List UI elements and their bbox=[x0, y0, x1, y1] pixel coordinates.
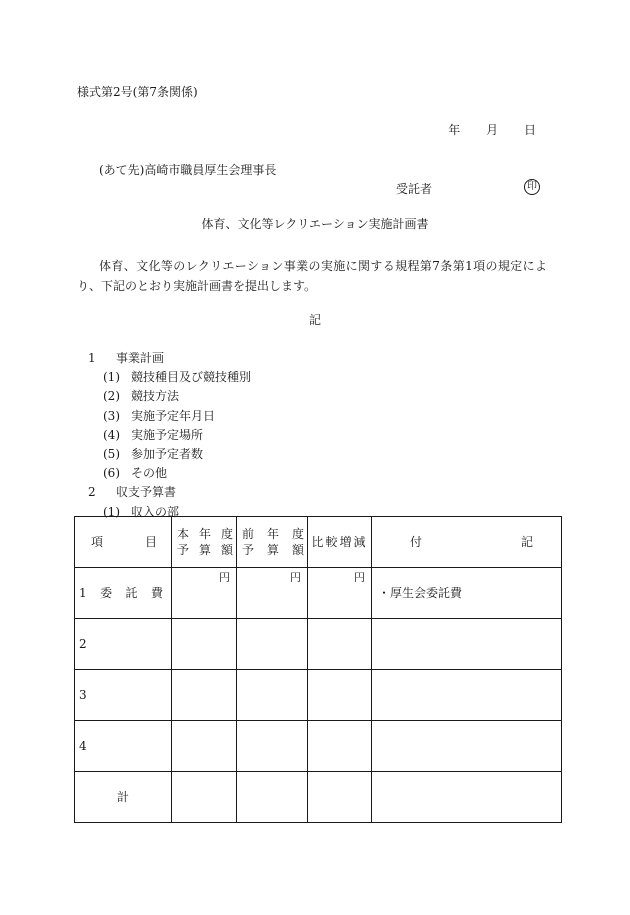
header-comparison: 比較増減 bbox=[308, 517, 372, 568]
cell-comparison[interactable] bbox=[308, 568, 372, 619]
date-day-label: 日 bbox=[523, 123, 536, 137]
cell-current-year[interactable] bbox=[172, 721, 237, 772]
table-row bbox=[75, 619, 562, 670]
outline-section-1: 1 事業計画 bbox=[88, 351, 165, 365]
row-label: 1 委 託 費 bbox=[75, 568, 172, 619]
cell-current-year[interactable] bbox=[172, 568, 237, 619]
cell-comparison[interactable] bbox=[308, 772, 372, 823]
outline-section-2: 2 収支予算書 bbox=[88, 485, 177, 500]
cell-previous-year[interactable] bbox=[237, 619, 308, 670]
header-item: 項 目 bbox=[75, 517, 172, 568]
cell-previous-year[interactable] bbox=[237, 670, 308, 721]
date-line bbox=[448, 124, 536, 136]
cell-previous-year[interactable] bbox=[237, 721, 308, 772]
form-number: 様式第2号(第7条関係) bbox=[77, 85, 198, 99]
header-note: 付 記 bbox=[372, 517, 562, 568]
budget-table bbox=[74, 516, 562, 823]
cell-comparison[interactable] bbox=[308, 619, 372, 670]
outline-item: (1) 収入の部 bbox=[103, 504, 180, 519]
date-year-label: 年 bbox=[448, 123, 461, 137]
yen-unit: 円 bbox=[219, 571, 230, 584]
document-title: 体育、文化等レクリエーション実施計画書 bbox=[201, 217, 429, 231]
row-label: 4 bbox=[75, 721, 172, 772]
cell-current-year[interactable] bbox=[172, 619, 237, 670]
addressee: (あて先)高崎市職員厚生会理事長 bbox=[99, 163, 277, 177]
outline-list bbox=[88, 352, 251, 525]
header-previous-year: 前 年 度 予 算 額 bbox=[237, 517, 308, 568]
table-total-row bbox=[75, 772, 562, 823]
cell-note[interactable] bbox=[372, 772, 562, 823]
cell-previous-year[interactable] bbox=[237, 568, 308, 619]
cell-current-year[interactable] bbox=[172, 670, 237, 721]
cell-comparison[interactable] bbox=[308, 721, 372, 772]
row-label: 3 bbox=[75, 670, 172, 721]
cell-previous-year[interactable] bbox=[237, 772, 308, 823]
ki-heading: 記 bbox=[308, 313, 321, 327]
outline-item: (6) その他 bbox=[103, 466, 168, 481]
seal-mark: 印 bbox=[524, 179, 540, 195]
header-current-year: 本 年 度 予 算 額 bbox=[172, 517, 237, 568]
table-row bbox=[75, 568, 562, 619]
table-row bbox=[75, 670, 562, 721]
outline-item: (1) 競技種目及び競技種別 bbox=[103, 370, 252, 385]
yen-unit: 円 bbox=[290, 571, 301, 584]
cell-current-year[interactable] bbox=[172, 772, 237, 823]
cell-comparison[interactable] bbox=[308, 670, 372, 721]
outline-item: (5) 参加予定者数 bbox=[103, 446, 204, 461]
date-month-label: 月 bbox=[486, 123, 499, 137]
cell-note[interactable]: ・厚生会委託費 bbox=[372, 568, 562, 619]
outline-item: (2) 競技方法 bbox=[103, 389, 180, 404]
body-paragraph: 体育、文化等のレクリエーション事業の実施に関する規程第7条第1項の規定により、下記のとおり実施計画書を提出します。 bbox=[77, 259, 547, 293]
outline-item: (3) 実施予定年月日 bbox=[103, 408, 216, 423]
cell-note[interactable] bbox=[372, 670, 562, 721]
total-label: 計 bbox=[75, 772, 172, 823]
outline-item: (4) 実施予定場所 bbox=[103, 427, 204, 442]
cell-note[interactable] bbox=[372, 619, 562, 670]
table-row bbox=[75, 721, 562, 772]
table-header-row bbox=[75, 517, 562, 568]
entrusted-label: 受託者 bbox=[396, 182, 433, 196]
row-label: 2 bbox=[75, 619, 172, 670]
yen-unit: 円 bbox=[354, 571, 365, 584]
cell-note[interactable] bbox=[372, 721, 562, 772]
